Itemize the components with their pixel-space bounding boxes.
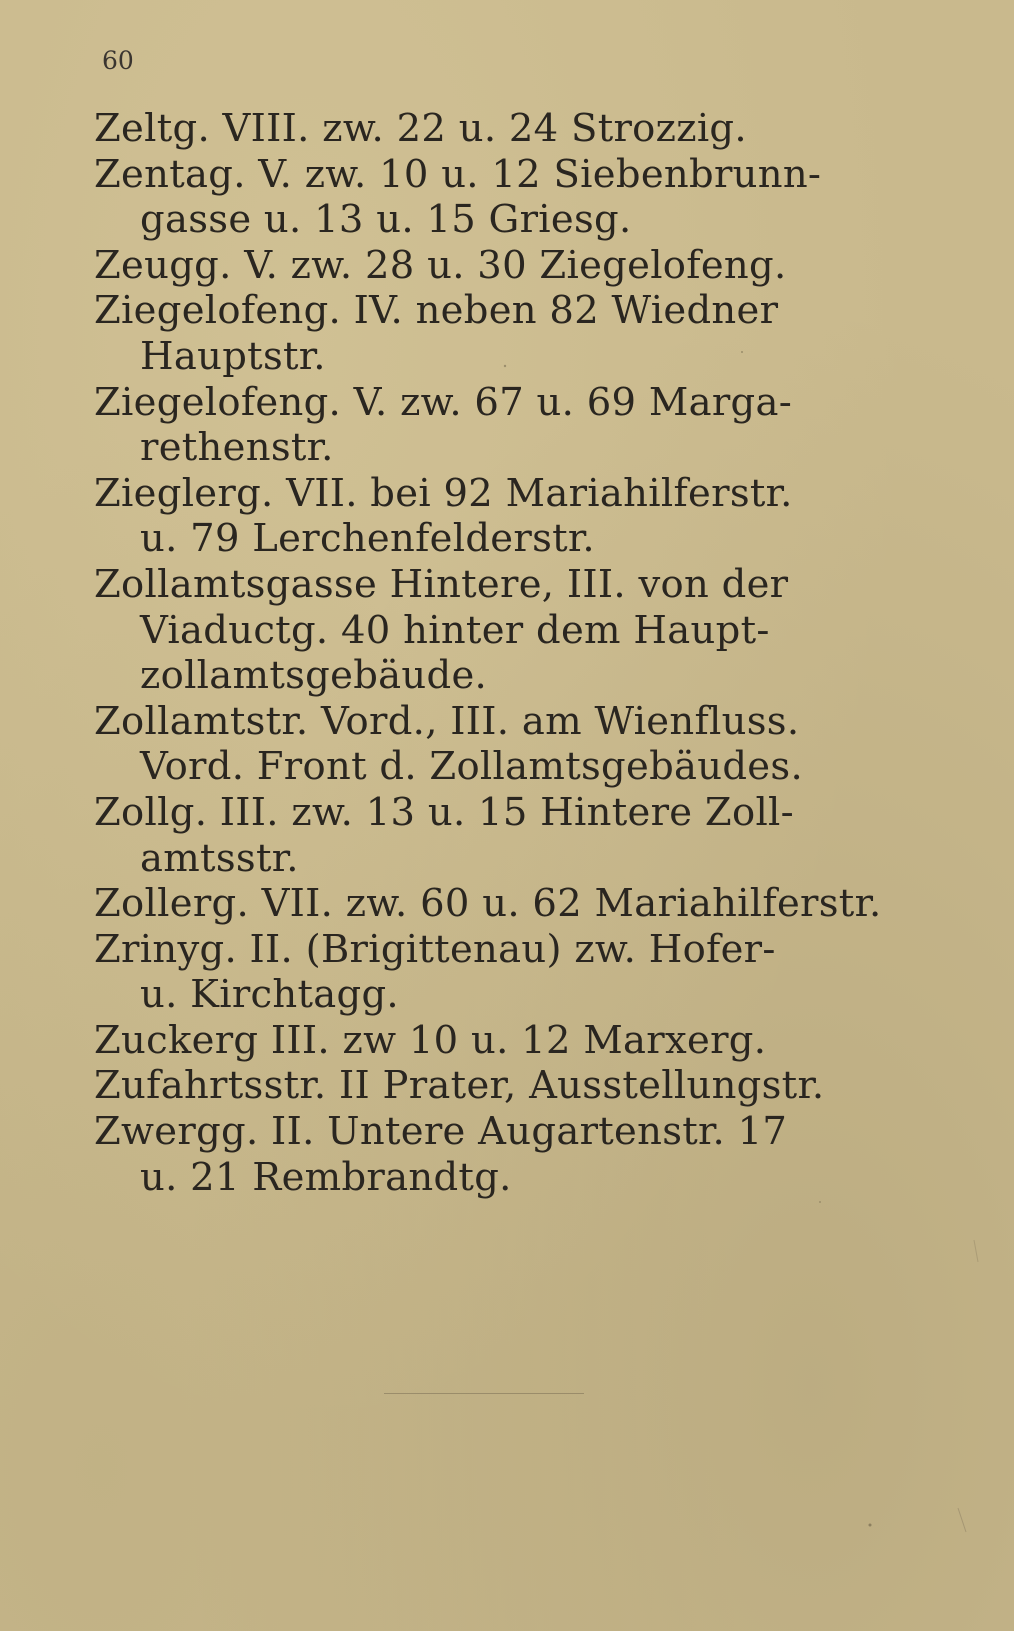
index-entry	[94, 562, 884, 699]
entry-continuation-line: amtsstr.	[140, 835, 299, 881]
entry-continuation-line: gasse u. 13 u. 15 Griesg.	[140, 197, 632, 243]
entry-line: Zwergg. II. Untere Augartenstr. 17	[94, 1109, 788, 1155]
entry-line: Zufahrtsstr. II Prater, Ausstellungstr.	[94, 1063, 825, 1109]
entry-line: Zuckerg III. zw 10 u. 12 Marxerg.	[94, 1017, 767, 1063]
entry-line: Zentag. V. zw. 10 u. 12 Siebenbrunn-	[94, 151, 822, 197]
entry-continuation-line: Hauptstr.	[140, 333, 326, 379]
index-entry	[94, 699, 884, 790]
index-entry	[94, 380, 884, 471]
entry-line: Zieglerg. VII. bei 92 Mariahilferstr.	[94, 470, 793, 516]
index-entry	[94, 152, 884, 243]
index-entry	[94, 1063, 884, 1109]
entry-line: Zollg. III. zw. 13 u. 15 Hintere Zoll-	[94, 789, 794, 835]
index-entry	[94, 927, 884, 1018]
end-rule	[384, 1393, 584, 1394]
index-entry	[94, 1018, 884, 1064]
entry-line: Zollamtstr. Vord., III. am Wienfluss.	[94, 698, 800, 744]
index-entry	[94, 1109, 884, 1200]
index-entry	[94, 790, 884, 881]
entry-line: Zollamtsgasse Hintere, III. von der	[94, 561, 789, 607]
entry-line: Zrinyg. II. (Brigittenau) zw. Hofer-	[94, 926, 776, 972]
entry-continuation-line: u. 79 Lerchenfelderstr.	[140, 516, 595, 562]
entry-line: Zeltg. VIII. zw. 22 u. 24 Strozzig.	[94, 106, 747, 151]
entry-continuation-line: u. Kirchtagg.	[140, 972, 399, 1018]
page-number: 60	[102, 46, 134, 75]
entry-continuation-line: Vord. Front d. Zollamtsgebäudes.	[140, 744, 803, 790]
entry-line: Zollerg. VII. zw. 60 u. 62 Mariahilferstr.	[94, 881, 882, 927]
entry-line: Zeugg. V. zw. 28 u. 30 Ziegelofeng.	[94, 242, 787, 288]
index-entry	[94, 881, 884, 927]
index-entry	[94, 288, 884, 379]
index-entry	[94, 471, 884, 562]
entry-line: Ziegelofeng. V. zw. 67 u. 69 Marga-	[94, 379, 793, 425]
index-entry	[94, 106, 884, 152]
entry-continuation-line: rethenstr.	[140, 425, 334, 471]
street-index-list	[94, 106, 884, 1200]
index-entry	[94, 243, 884, 289]
entry-line: Ziegelofeng. IV. neben 82 Wiedner	[94, 288, 779, 334]
entry-continuation-line: Viaductg. 40 hinter dem Haupt-	[140, 607, 770, 653]
entry-continuation-line: u. 21 Rembrandtg.	[140, 1154, 512, 1200]
entry-continuation-line: zollamtsgebäude.	[140, 653, 488, 699]
